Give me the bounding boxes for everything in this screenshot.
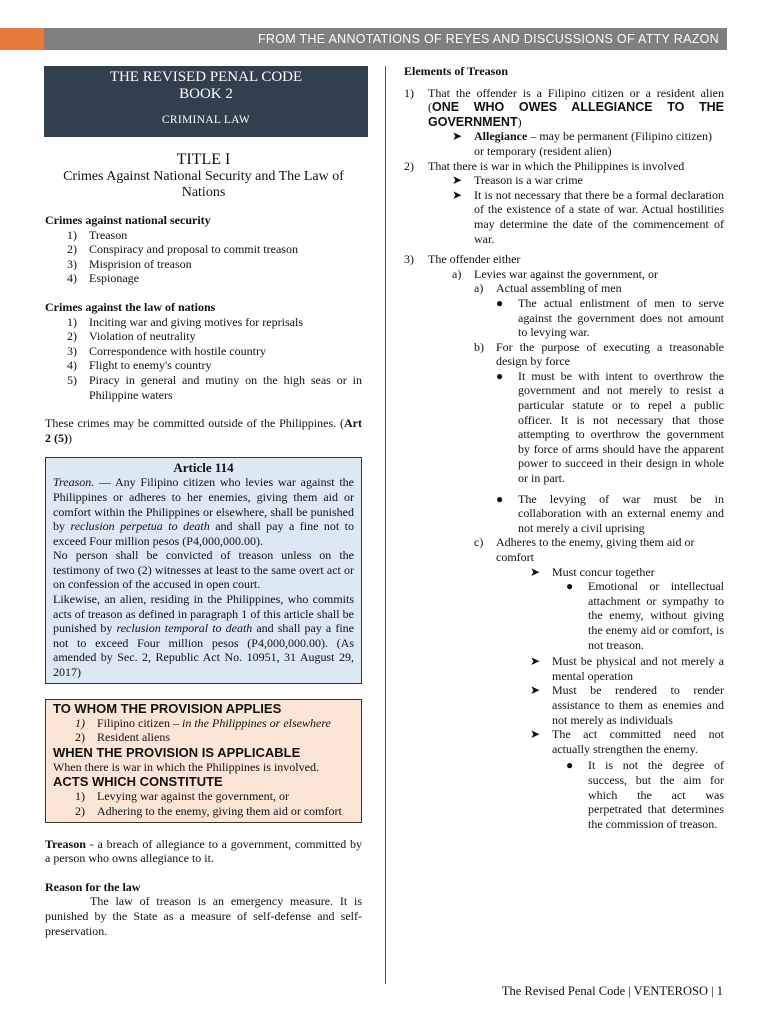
list-item: 4) Flight to enemy's country	[67, 358, 212, 373]
title-box-line1: THE REVISED PENAL CODE	[109, 69, 303, 85]
dot-bullet-icon: ●	[496, 491, 504, 506]
title-box-line3: CRIMINAL LAW	[161, 114, 251, 126]
header-accent	[0, 28, 44, 50]
article-paragraph-2: No person shall be convicted of treason unless on the testimony of two (2) witnesses at least to the same overt act or on confession of the accused in open court.	[53, 548, 354, 592]
element-1-sub: ➤ Allegiance – may be permanent (Filipino citizen) or temporary (resident alien)	[452, 129, 712, 158]
arrow-bullet-icon: ➤	[452, 187, 463, 202]
element-3-a-b-bullet-1: ● It must be with intent to overthrow the government and not merely to resist a particular statute or to repel a public officer. It is not necessary that those attempting to overthrow the government by force of arms should have the apparent power to succeed in their design in whole or in part.	[496, 368, 724, 486]
element-3-c: c) Adheres to the enemy, giving them aid or comfort	[474, 535, 695, 564]
list-item: 3) Misprision of treason	[67, 256, 192, 271]
article-114-box	[45, 457, 362, 683]
law-of-nations-heading: Crimes against the law of nations	[45, 299, 216, 314]
element-1: 1) That the offender is a Filipino citizen or a resident alien (ONE WHO OWES ALLEGIANCE TO THE GOVERNMENT)	[404, 85, 724, 129]
adherence-arrow-1-bullet: ● Emotional or intellectual attachment or sympathy to the enemy, without giving the enemy aid or comfort, is not treason.	[566, 579, 724, 652]
article-heading: Article 114	[173, 460, 234, 476]
list-item: 2) Adhering to the enemy, giving them aid or comfort	[75, 804, 342, 818]
list-item: 2) Violation of neutrality	[67, 329, 196, 344]
element-2: 2) That there is war in which the Philippines is involved	[404, 158, 685, 173]
elements-heading: Elements of Treason	[404, 64, 508, 78]
list-item: 1) Levying war against the government, or	[75, 789, 289, 804]
adherence-arrow-3: ➤ Must be rendered to render assistance to them as enemies and not merely as individuals	[530, 683, 724, 727]
dot-bullet-icon: ●	[496, 368, 504, 383]
element-2-sub-1: ➤ Treason is a war crime	[452, 173, 583, 188]
list-item: 5) Piracy in general and mutiny on the high seas or in Philippine waters	[67, 372, 362, 402]
arrow-bullet-icon: ➤	[530, 683, 541, 698]
acts-list	[53, 789, 354, 818]
element-3-a-b-bullet-2: ● The levying of war must be in collaboration with an external enemy and not merely a civil uprising	[496, 491, 724, 535]
arrow-bullet-icon: ➤	[452, 173, 463, 188]
title-box	[44, 66, 368, 137]
national-security-heading: Crimes against national security	[45, 213, 211, 227]
element-3-a: a) Levies war against the government, or	[452, 266, 658, 281]
adherence-arrow-2: ➤ Must be physical and not merely a mental operation	[530, 654, 724, 683]
element-3-a-b: b) For the purpose of executing a treasonable design by force	[474, 339, 724, 369]
provision-applies-heading: TO WHOM THE PROVISION APPLIES	[53, 700, 282, 716]
provision-when-heading: WHEN THE PROVISION IS APPLICABLE	[53, 744, 301, 760]
dot-bullet-icon: ●	[566, 758, 574, 773]
column-divider	[385, 66, 386, 984]
adherence-arrow-1: ➤ Must concur together	[530, 564, 655, 579]
outside-note: These crimes may be committed outside of the Philippines. (Art 2 (5))	[45, 416, 362, 445]
arrow-bullet-icon: ➤	[530, 564, 541, 579]
element-3-a-a: a) Actual assembling of men	[474, 281, 622, 296]
element-3: 3) The offender either	[404, 252, 521, 267]
arrow-bullet-icon: ➤	[452, 129, 463, 144]
title-subtitle: Crimes Against National Security and The Law of Nations	[63, 169, 344, 200]
list-item: 3) Correspondence with hostile country	[67, 343, 266, 358]
title-heading: TITLE I	[176, 151, 231, 168]
dot-bullet-icon: ●	[566, 579, 574, 594]
element-2-sub-2: ➤ It is not necessary that there be a formal declaration of the existence of a state of war. Actual hostilities may determine the date of the commencement of war.	[452, 187, 724, 246]
adherence-arrow-4-bullet: ● It is not the degree of success, but the aim for which the act was perpetrated that determines the commission of treason.	[566, 758, 724, 831]
right-column	[404, 64, 724, 831]
page-footer: The Revised Penal Code | VENTEROSO | 1	[501, 984, 723, 998]
arrow-bullet-icon: ➤	[530, 654, 541, 669]
list-item: 2) Conspiracy and proposal to commit treason	[67, 242, 298, 257]
provision-acts-heading: ACTS WHICH CONSTITUTE	[53, 774, 223, 790]
left-column	[45, 66, 362, 938]
list-item: 4) Espionage	[67, 271, 139, 286]
law-of-nations-list	[45, 315, 362, 403]
element-3-a-a-bullet: ● The actual enlistment of men to serve against the government does not amount to levying war.	[496, 295, 724, 340]
header-banner: FROM THE ANNOTATIONS OF REYES AND DISCUSSIONS OF ATTY RAZON	[44, 28, 727, 50]
article-paragraph-3: Likewise, an alien, residing in the Philippines, who commits acts of treason as defined in paragraph 1 of this article shall be punished by reclusion temporal to death and shall pay a fine not to exceed Four million pesos (P4,000,000.00). (As amended by Sec. 2, Republic Act No. 10951, 31 August 29, 2017)	[53, 592, 354, 680]
provision-when-text: When there is war in which the Philippines is involved.	[53, 759, 319, 774]
adherence-arrow-4: ➤ The act committed need not actually strengthen the enemy.	[530, 727, 724, 756]
list-item: 1) Inciting war and giving motives for reprisals	[67, 314, 303, 329]
treason-definition: Treason - a breach of allegiance to a government, committed by a person who owns allegiance to it.	[45, 836, 362, 866]
provision-box	[45, 699, 362, 823]
reason-heading: Reason for the law	[45, 879, 141, 894]
title-box-line2: BOOK 2	[179, 86, 233, 102]
list-item: 1) Treason	[67, 227, 128, 242]
list-item: 2) Resident aliens	[75, 730, 170, 745]
arrow-bullet-icon: ➤	[530, 727, 541, 742]
applies-list	[53, 716, 354, 745]
article-paragraph-1: Treason. — Any Filipino citizen who levies war against the Philippines or adheres to her enemies, giving them aid or comfort within the Philippines or elsewhere, shall be punished by reclusion perpetua to death and shall pay a fine not to exceed Four million pesos (P4,000,000.00).	[53, 475, 354, 548]
reason-text: The law of treason is an emergency measure. It is punished by the State as a measure of self-defense and self-preservation.	[45, 894, 362, 938]
list-item: 1) Filipino citizen – in the Philippines or elsewhere	[75, 715, 331, 730]
national-security-list	[45, 228, 362, 286]
dot-bullet-icon: ●	[496, 295, 504, 310]
